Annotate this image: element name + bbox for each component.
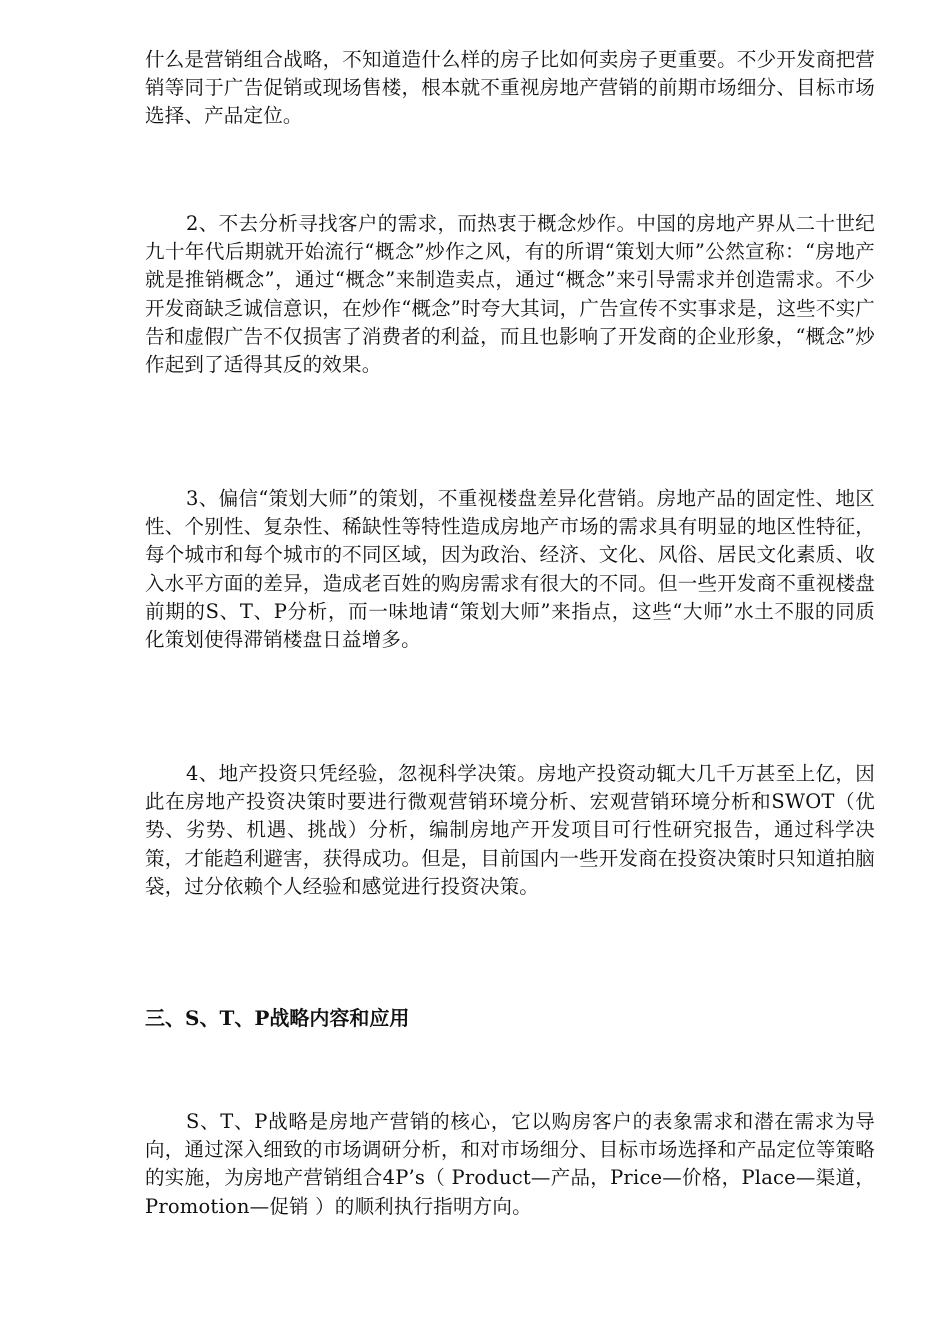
paragraph-point-2: 2、不去分析寻找客户的需求，而热衷于概念炒作。中国的房地产界从二十世纪九十年代后期就开始流行“概念”炒作之风，有的所谓“策划大师”公然宣称：“房地产就是推销概念”，通过“概念”来制造卖点，通过“概念”来引导需求并创造需求。不少开发商缺乏诚信意识，在炒作“概念”时夸大其词，广告宣传不实事求是，这些不实广告和虚假广告不仅损害了消费者的利益，而且也影响了开发商的企业形象，“概念”炒作起到了适得其反的效果。 — [145, 212, 875, 377]
paragraph-point-4: 4、地产投资只凭经验，忽视科学决策。房地产投资动辄大几千万甚至上亿，因此在房地产投资决策时要进行微观营销环境分析、宏观营销环境分析和SWOT（优势、劣势、机遇、挑战）分析，编制房地产开发项目可行性研究报告，通过科学决策，才能趋利避害，获得成功。但是，目前国内一些开发商在投资决策时只知道拍脑袋，过分依赖个人经验和感觉进行投资决策。 — [145, 762, 875, 898]
section-paragraph: S、T、P战略是房地产营销的核心，它以购房客户的表象需求和潜在需求为导向，通过深入细致的市场调研分析，和对市场细分、目标市场选择和产品定位等策略的实施，为房地产营销组合4P’s（ Product—产品，Price—价格，Place—渠道，Promotion—促销 ）的顺利执行指明方向。 — [145, 1110, 875, 1218]
paragraph-continuation: 什么是营销组合战略，不知道造什么样的房子比如何卖房子更重要。不少开发商把营销等同于广告促销或现场售楼，根本就不重视房地产营销的前期市场细分、目标市场选择、产品定位。 — [145, 48, 875, 128]
section-heading: 三、S、T、P战略内容和应用 — [145, 1006, 410, 1030]
paragraph-point-3: 3、偏信“策划大师”的策划，不重视楼盘差异化营销。房地产品的固定性、地区性、个别性、复杂性、稀缺性等特性造成房地产市场的需求具有明显的地区性特征，每个城市和每个城市的不同区域，因为政治、经济、文化、风俗、居民文化素质、收入水平方面的差异，造成老百姓的购房需求有很大的不同。但一些开发商不重视楼盘前期的S、T、P分析，而一味地请“策划大师”来指点，这些“大师”水土不服的同质化策划使得滞销楼盘日益增多。 — [145, 487, 875, 652]
